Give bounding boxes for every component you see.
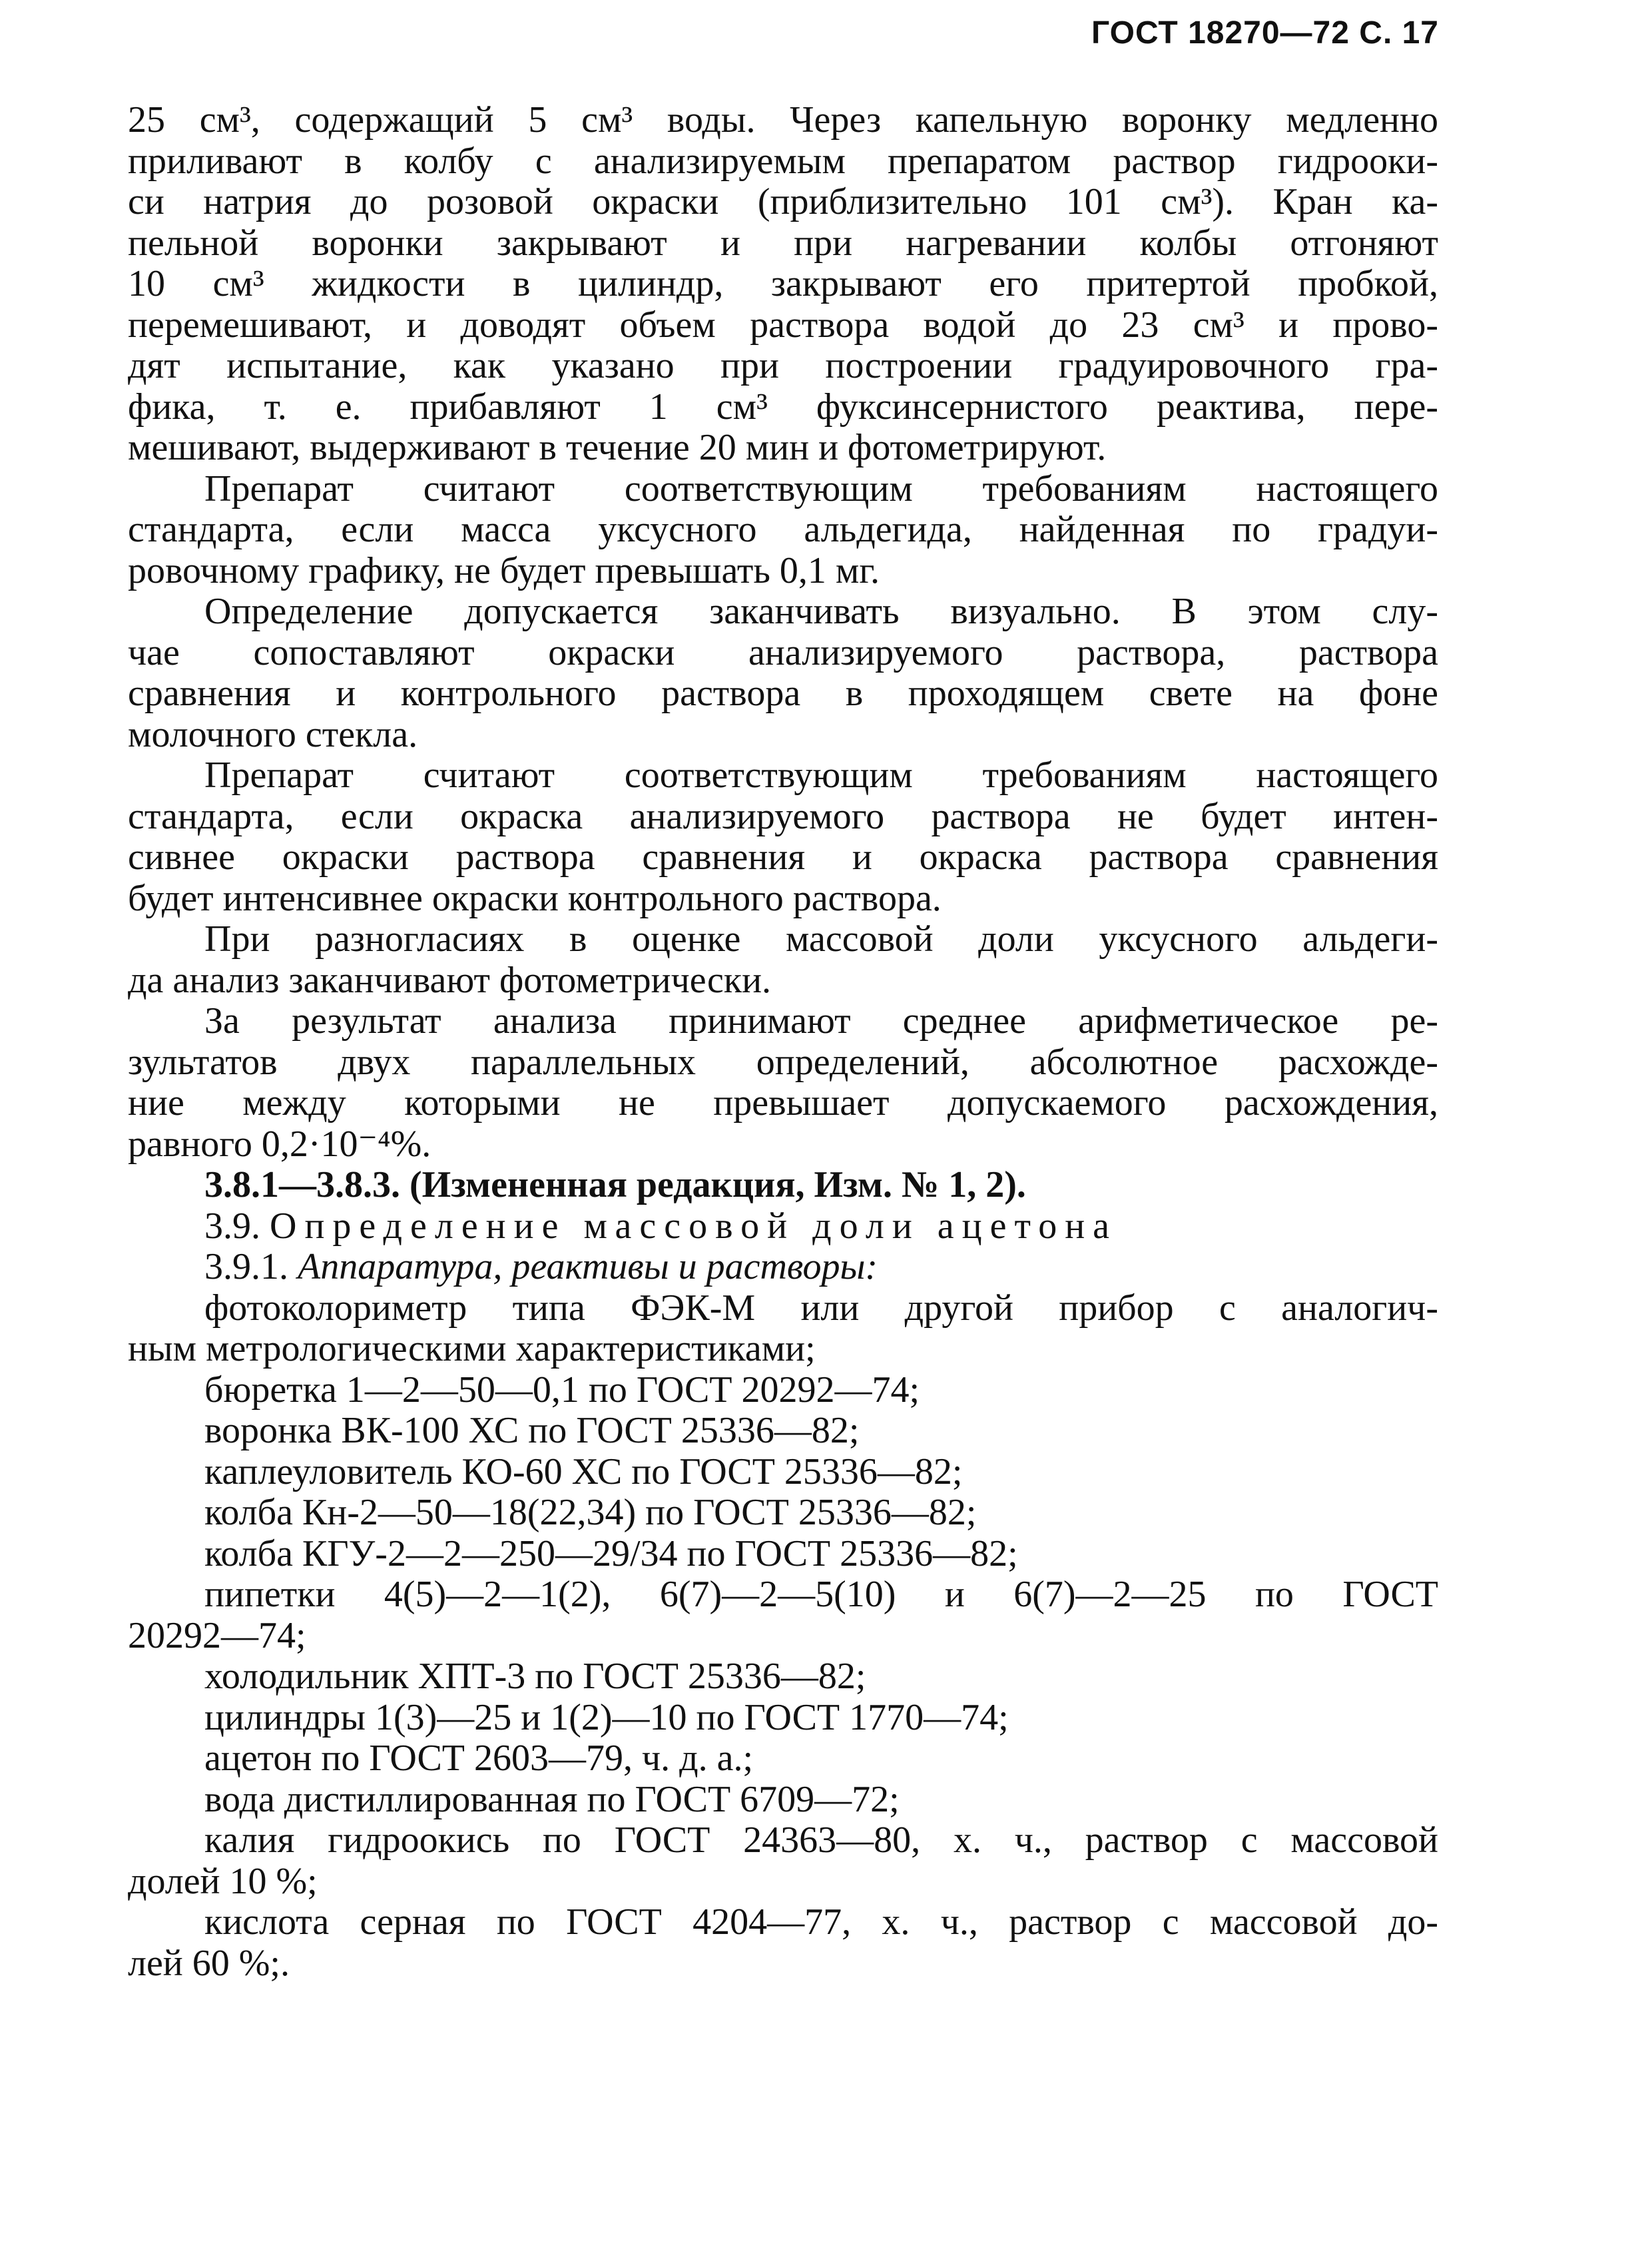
paragraph: [128, 919, 1438, 1001]
section-title: Определение массовой доли ацетона: [270, 1205, 1118, 1247]
list-item: [128, 1492, 1438, 1534]
text-line: холодильник ХПТ-3 по ГОСТ 25336—82;: [204, 1656, 866, 1697]
text-line: 10 см³ жидкости в цилиндр, закрывают его притертой пробкой,: [128, 263, 1438, 304]
text-line: фотоколориметр типа ФЭК-М или другой прибор с аналогич-: [204, 1287, 1438, 1329]
paragraph: [128, 755, 1438, 919]
list-item: [128, 1574, 1438, 1656]
subsection-number: 3.9.1.: [204, 1246, 288, 1287]
text-line: стандарта, если окраска анализируемого раствора не будет интен-: [128, 795, 1438, 837]
text-line: пельной воронки закрывают и при нагревании колбы отгоняют: [128, 222, 1438, 264]
text-line: си натрия до розовой окраски (приблизительно 101 см³). Кран ка-: [128, 181, 1438, 222]
text-line: 20292—74;: [128, 1614, 306, 1656]
text-line: дят испытание, как указано при построении градуировочного гра-: [128, 345, 1438, 386]
text-line: За результат анализа принимают среднее арифметическое ре-: [204, 1000, 1438, 1042]
list-item: [128, 1452, 1438, 1493]
text-line: кислота серная по ГОСТ 4204—77, х. ч., раствор с массовой до-: [204, 1901, 1438, 1943]
text-line: фика, т. е. прибавляют 1 см³ фуксинсернистого реактива, пере-: [128, 386, 1438, 428]
text-line: ние между которыми не превышает допускаемого расхождения,: [128, 1082, 1438, 1124]
text-line: ровочному графику, не будет превышать 0,1 мг.: [128, 549, 880, 591]
text-line: чае сопоставляют окраски анализируемого раствора, раствора: [128, 631, 1438, 673]
text-line: зультатов двух параллельных определений, абсолютное расхожде-: [128, 1041, 1438, 1083]
text-line: перемешивают, и доводят объем раствора водой до 23 см³ и прово-: [128, 304, 1438, 346]
list-item: [128, 1902, 1438, 1984]
text-line: бюретка 1—2—50—0,1 по ГОСТ 20292—74;: [204, 1369, 920, 1411]
text-line: 25 см³, содержащий 5 см³ воды. Через капельную воронку медленно: [128, 99, 1438, 141]
list-item: [128, 1656, 1438, 1698]
list-item: [128, 1411, 1438, 1452]
document-body: [128, 100, 1438, 1984]
text-line: вода дистиллированная по ГОСТ 6709—72;: [204, 1778, 900, 1820]
list-item: [128, 1820, 1438, 1902]
subsection-heading: [128, 1247, 1438, 1288]
section-heading: [128, 1206, 1438, 1247]
paragraph: [128, 591, 1438, 755]
text-line: долей 10 %;: [128, 1860, 318, 1902]
section-number: 3.9.: [204, 1205, 260, 1247]
text-line: стандарта, если масса уксусного альдегида, найденная по градуи-: [128, 509, 1438, 550]
text-line: лей 60 %;.: [128, 1942, 290, 1984]
text-line: При разногласиях в оценке массовой доли уксусного альдеги-: [204, 918, 1438, 960]
text-line: сравнения и контрольного раствора в проходящем свете на фоне: [128, 673, 1438, 714]
list-item: [128, 1738, 1438, 1779]
list-item: [128, 1779, 1438, 1821]
text-line: Препарат считают соответствующим требованиям настоящего: [204, 755, 1438, 796]
text-line: цилиндры 1(3)—25 и 1(2)—10 по ГОСТ 1770—74;: [204, 1696, 1009, 1738]
text-line: будет интенсивнее окраски контрольного раствора.: [128, 877, 942, 919]
text-line: приливают в колбу с анализируемым препаратом раствор гидрооки-: [128, 140, 1438, 182]
text-line: равного 0,2·10⁻⁴%.: [128, 1123, 431, 1165]
list-item: [128, 1534, 1438, 1575]
paragraph: [128, 1001, 1438, 1165]
list-item: [128, 1288, 1438, 1370]
page-header: ГОСТ 18270—72 С. 17: [1091, 15, 1439, 51]
text-line: молочного стекла.: [128, 713, 418, 755]
paragraph: [128, 469, 1438, 592]
text-line: мешивают, выдерживают в течение 20 мин и фотометрируют.: [128, 427, 1107, 468]
text-line: калия гидроокись по ГОСТ 24363—80, х. ч., раствор с массовой: [204, 1819, 1438, 1861]
text-line: сивнее окраски раствора сравнения и окраска раствора сравнения: [128, 836, 1438, 878]
text-line: да анализ заканчивают фотометрически.: [128, 959, 772, 1001]
text-line: воронка ВК-100 ХС по ГОСТ 25336—82;: [204, 1410, 860, 1451]
text-line: ным метрологическими характеристиками;: [128, 1328, 816, 1369]
paragraph: [128, 100, 1438, 469]
equipment-list: [128, 1288, 1438, 1985]
text-line: колба КГУ-2—2—250—29/34 по ГОСТ 25336—82;: [204, 1532, 1018, 1574]
text-line: Определение допускается заканчивать визуально. В этом слу-: [204, 591, 1438, 632]
list-item: [128, 1698, 1438, 1739]
amendment-note: 3.8.1—3.8.3. (Измененная редакция, Изм. № 1, 2).: [204, 1164, 1026, 1205]
list-item: [128, 1370, 1438, 1411]
text-line: пипетки 4(5)—2—1(2), 6(7)—2—5(10) и 6(7)—2—25 по ГОСТ: [204, 1574, 1438, 1615]
subsection-title: Аппаратура, реактивы и растворы:: [298, 1246, 878, 1287]
text-line: каплеуловитель КО-60 ХС по ГОСТ 25336—82;: [204, 1450, 963, 1492]
text-line: колба Кн-2—50—18(22,34) по ГОСТ 25336—82;: [204, 1492, 977, 1533]
text-line: Препарат считают соответствующим требованиям настоящего: [204, 468, 1438, 509]
text-line: ацетон по ГОСТ 2603—79, ч. д. а.;: [204, 1738, 754, 1779]
